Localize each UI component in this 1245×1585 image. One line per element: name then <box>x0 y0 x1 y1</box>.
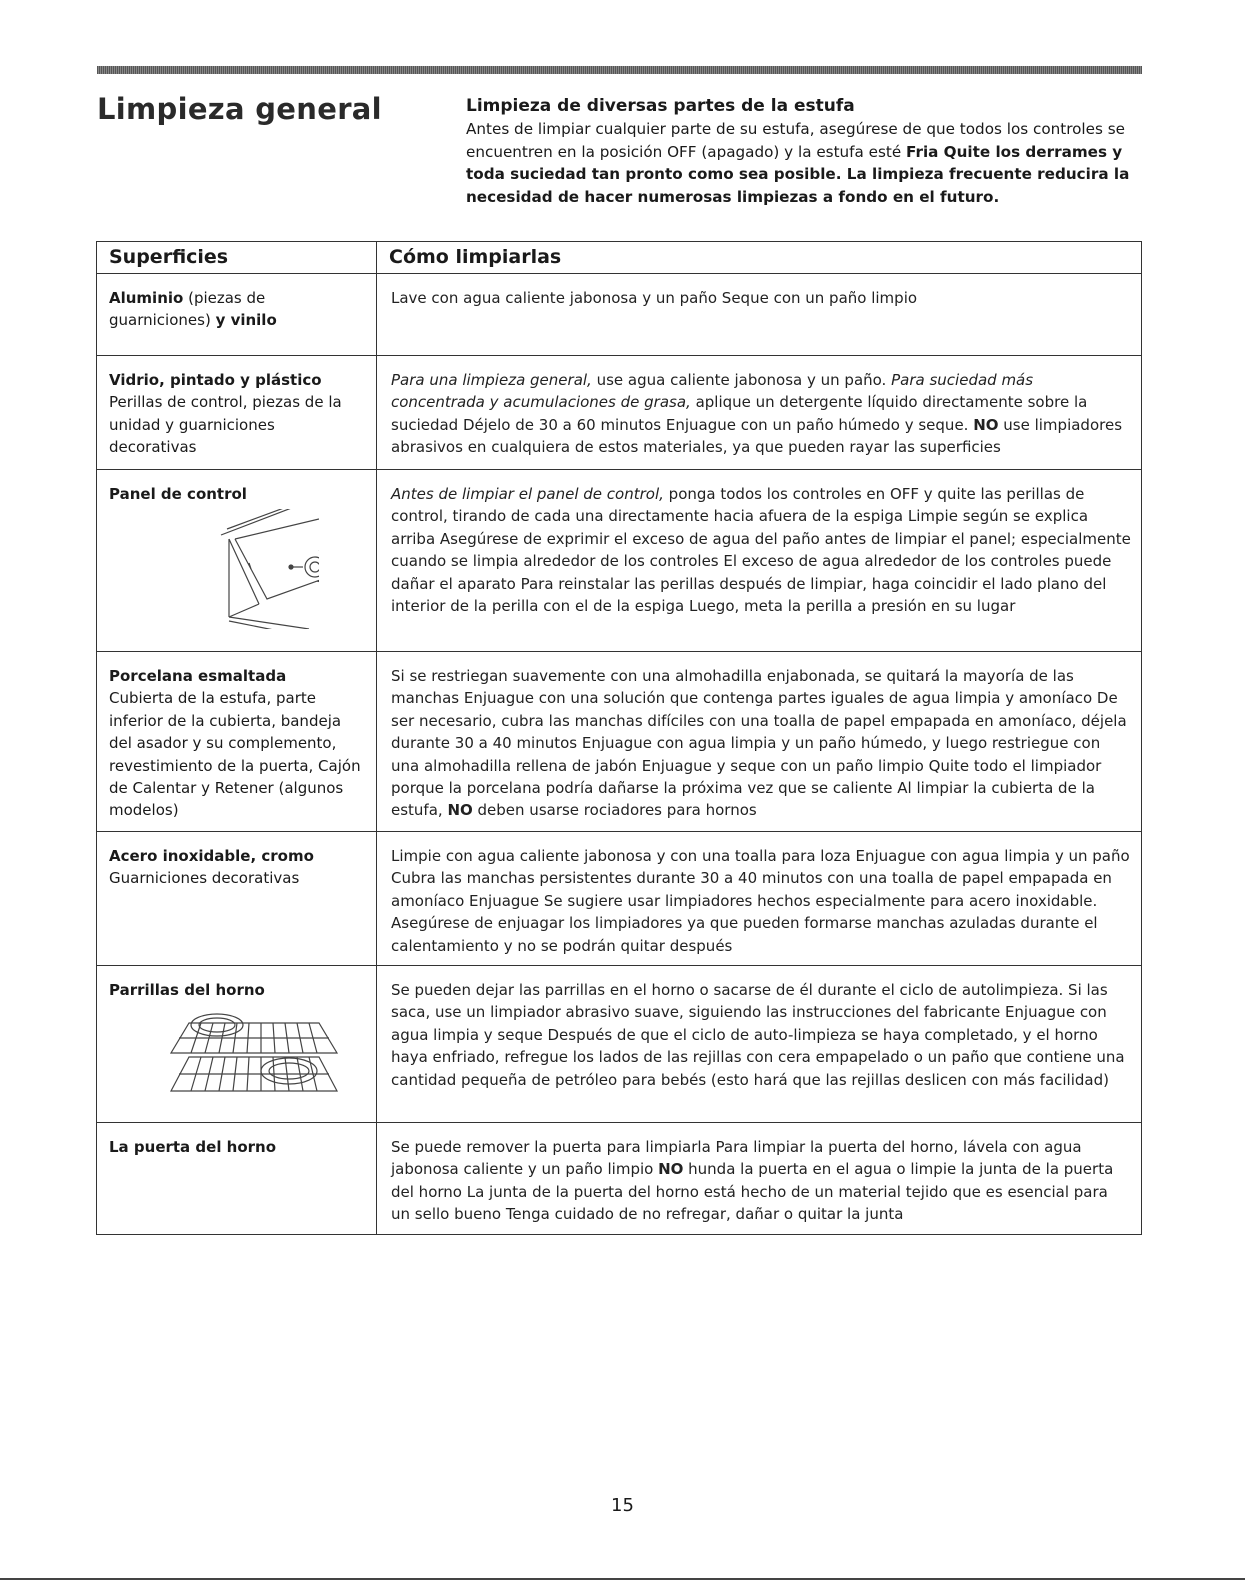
instruction-text: deben usarse rociadores para hornos <box>472 801 757 820</box>
instruction-text: Lave con agua caliente jabonosa y un paño Seque con un paño limpio <box>391 289 918 307</box>
surface-subtext: Cubierta de la estufa, parte inferior de la cubierta, bandeja del asador y su complemento, revestimiento de la puerta, Cajón de Calentar y Retener (algunos modelos) <box>109 689 361 820</box>
instruction-bold: NO <box>973 415 999 434</box>
surface-name: Acero inoxidable, cromo <box>109 847 314 865</box>
surface-name: La puerta del horno <box>109 1138 277 1157</box>
instruction-text: ponga todos los controles en OFF y quite las perillas de control, tirando de cada una directamente hacia afuera de la espiga Limpie según se explica arriba Asegúrese de exprimir el exceso de agua del paño antes de limpiar el panel; especialmente cuando se limpia alrededor de los controles El exceso de agua alrededor de los controles puede dañar el aparato Para reinstalar las perillas después de limpiar, haga coincidir el lado plano del interior de la perilla con el de la espiga Luego, meta la perilla a presión en su lugar <box>391 485 1131 616</box>
oven-racks-icon <box>109 1005 359 1100</box>
surface-name: Porcelana esmaltada <box>109 667 287 685</box>
table-row-panel <box>97 470 1142 652</box>
intro-text: Antes de limpiar cualquier parte de su estufa, asegúrese de que todos los controles se encuentren en la posición OFF (apagado) y la estufa esté <box>466 120 1125 161</box>
instruction-bold: NO <box>658 1160 684 1179</box>
intro-heading: Limpieza de diversas partes de la estufa <box>466 96 855 116</box>
instruction-bold: NO <box>447 801 473 820</box>
bottom-divider <box>0 1578 1245 1580</box>
instruction-cell <box>377 274 1142 356</box>
surface-subtext: Guarniciones decorativas <box>109 869 300 888</box>
surface-name-tail: y vinilo <box>215 311 277 330</box>
surface-cell <box>97 966 377 1123</box>
table-row-puerta <box>97 1123 1142 1235</box>
instruction-italic: Para suciedad más concentrada y acumulaciones de grasa, <box>391 371 1034 412</box>
surface-name: Vidrio, pintado y plástico <box>109 371 322 389</box>
instruction-text: use agua caliente jabonosa y un paño. <box>591 371 892 389</box>
instruction-text: Si se restriegan suavemente con una almohadilla enjabonada, se quitará la mayoría de las manchas Enjuague con una solución que contenga partes iguales de agua limpia y amoníaco De ser necesario, cubra las manchas difíciles con una toalla de papel empapada en amoníaco, déjela durante 30 a 40 minutos Enjuague con agua limpia y un paño húmedo, y luego restriegue con una almohadilla rellena de jabón Enjuague y seque con un paño limpio Quite todo el limpiador porque la porcelana podría dañarse la próxima vez que se caliente Al limpiar la cubierta de la estufa, <box>391 667 1127 820</box>
instruction-cell <box>377 832 1142 966</box>
cleaning-table <box>96 241 1142 1235</box>
control-panel-knob-icon <box>109 509 319 629</box>
instruction-text: Limpie con agua caliente jabonosa y con una toalla para loza Enjuague con agua limpia y un paño Cubra las manchas persistentes durante 30 a 40 minutos con una toalla de papel empapada en amoníaco Enjuague Se sugiere usar limpiadores hechos especialmente para acero inoxidable. Asegúrese de enjuagar los limpiadores ya que pueden formarse manchas azuladas durante el calentamiento y no se podrán quitar después <box>391 847 1130 955</box>
table-row-vidrio <box>97 356 1142 470</box>
surface-name: Panel de control <box>109 485 247 503</box>
table-row-parrillas <box>97 966 1142 1123</box>
surface-cell <box>97 356 377 470</box>
intro-bold-text: Fria Quite los derrames y toda suciedad tan pronto como sea posible. La limpieza frecuente reducira la necesidad de hacer numerosas limpiezas a fondo en el futuro. <box>466 142 1130 206</box>
header-how-to-clean: Cómo limpiarlas <box>377 242 1142 274</box>
instruction-text: aplique un detergente líquido directamente sobre la suciedad Déjelo de 30 a 60 minutos Enjuague con un paño húmedo y seque. <box>391 393 1088 434</box>
instruction-italic: Para una limpieza general, <box>391 371 592 389</box>
instruction-cell <box>377 966 1142 1123</box>
surface-cell <box>97 470 377 652</box>
top-decorative-bar <box>97 66 1142 74</box>
intro-section <box>466 96 1146 208</box>
surface-subtext: Perillas de control, piezas de la unidad y guarniciones decorativas <box>109 393 342 457</box>
page-number: 15 <box>611 1495 634 1516</box>
surface-cell <box>97 652 377 832</box>
instruction-text: use limpiadores abrasivos en cualquiera de estos materiales, ya que pueden rayar las superficies <box>391 415 1123 457</box>
instruction-cell <box>377 356 1142 470</box>
surface-cell <box>97 832 377 966</box>
instruction-text: Se pueden dejar las parrillas en el horno o sacarse de él durante el ciclo de autolimpieza. Si las saca, use un limpiador abrasivo suave, siguiendo las instrucciones del fabricante Enjuague con agua limpia y seque Después de que el ciclo de auto-limpieza se haya completado, y el horno haya enfriado, refregue los lados de las rejillas con cera empapelado o un paño que contiene una cantidad pequeña de petróleo para bebés (esto hará que las rejillas deslicen con más facilidad) <box>391 981 1125 1089</box>
surface-detail: (piezas de guarniciones) <box>109 289 266 330</box>
table-header-row <box>97 242 1142 274</box>
instruction-text: Se puede remover la puerta para limpiarla Para limpiar la puerta del horno, lávela con agua jabonosa caliente y un paño limpio <box>391 1138 1082 1179</box>
instruction-text: hunda la puerta en el agua o limpie la junta de la puerta del horno La junta de la puerta del horno está hecho de un material tejido que es esencial para un sello bueno Tenga cuidado de no refregar, dañar o quitar la junta <box>391 1160 1114 1224</box>
instruction-cell <box>377 470 1142 652</box>
table-row-acero <box>97 832 1142 966</box>
header-surfaces: Superficies <box>97 242 377 274</box>
table-row-porcelana <box>97 652 1142 832</box>
page-title: Limpieza general <box>97 92 382 126</box>
surface-cell <box>97 274 377 356</box>
instruction-cell <box>377 652 1142 832</box>
instruction-italic: Antes de limpiar el panel de control, <box>391 485 664 503</box>
surface-name: Parrillas del horno <box>109 981 265 1000</box>
surface-cell <box>97 1123 377 1235</box>
intro-paragraph <box>466 118 1146 208</box>
surface-name: Aluminio <box>109 289 184 307</box>
instruction-cell <box>377 1123 1142 1235</box>
table-row-aluminio <box>97 274 1142 356</box>
